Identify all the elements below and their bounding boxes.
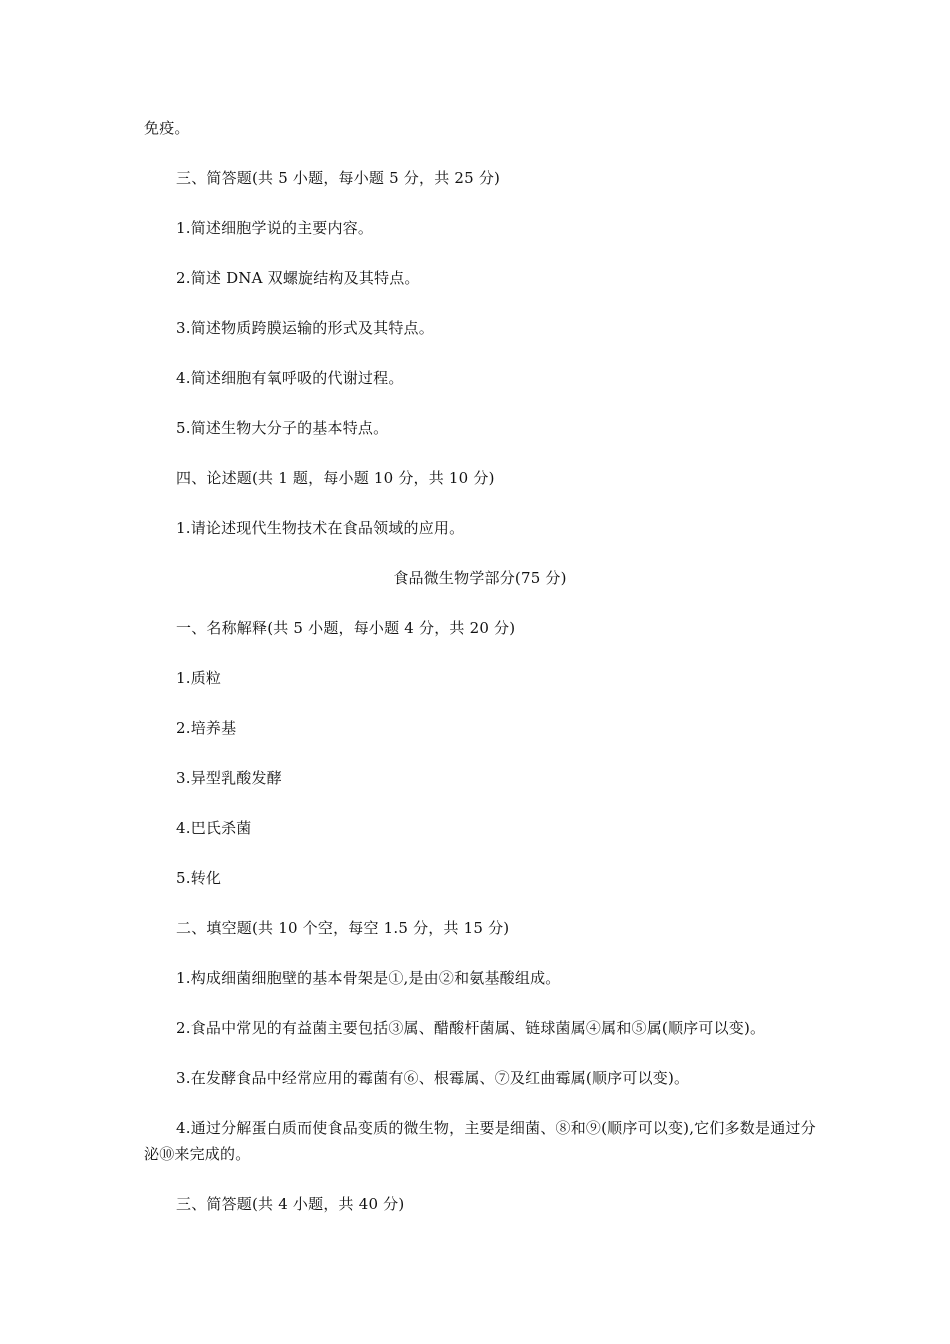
section-heading: 二、填空题(共 10 个空，每空 1.5 分，共 15 分) [176, 919, 510, 937]
question-item: 2.培养基 [176, 719, 237, 737]
question-item: 2.食品中常见的有益菌主要包括③属、醋酸杆菌属、链球菌属④属和⑤属(顺序可以变)。 [176, 1019, 766, 1037]
question-item: 1.质粒 [176, 669, 222, 687]
question-item: 5.转化 [176, 869, 222, 887]
question-item: 3.在发酵食品中经常应用的霉菌有⑥、根霉属、⑦及红曲霉属(顺序可以变)。 [176, 1069, 690, 1087]
section-heading: 三、简答题(共 5 小题，每小题 5 分，共 25 分) [176, 169, 501, 187]
part-title: 食品微生物学部分(75 分) [393, 569, 567, 587]
section-heading: 四、论述题(共 1 题，每小题 10 分，共 10 分) [176, 469, 495, 487]
document-body [144, 115, 816, 1217]
question-item: 4.通过分解蛋白质而使食品变质的微生物，主要是细菌、⑧和⑨(顺序可以变),它们多数是通过分泌⑩来完成的。 [144, 1119, 816, 1163]
question-item: 3.异型乳酸发酵 [176, 769, 282, 787]
question-item: 3.简述物质跨膜运输的形式及其特点。 [176, 319, 434, 337]
question-item: 5.简述生物大分子的基本特点。 [176, 419, 389, 437]
section-heading: 一、名称解释(共 5 小题，每小题 4 分，共 20 分) [176, 619, 516, 637]
section-heading: 三、简答题(共 4 小题，共 40 分) [176, 1195, 405, 1213]
question-item: 2.简述 DNA 双螺旋结构及其特点。 [176, 269, 420, 287]
question-item: 1.构成细菌细胞壁的基本骨架是①,是由②和氨基酸组成。 [176, 969, 561, 987]
continuation-text: 免疫。 [144, 119, 190, 137]
question-item: 1.简述细胞学说的主要内容。 [176, 219, 374, 237]
question-item: 4.巴氏杀菌 [176, 819, 252, 837]
question-item: 1.请论述现代生物技术在食品领域的应用。 [176, 519, 465, 537]
question-item: 4.简述细胞有氧呼吸的代谢过程。 [176, 369, 404, 387]
